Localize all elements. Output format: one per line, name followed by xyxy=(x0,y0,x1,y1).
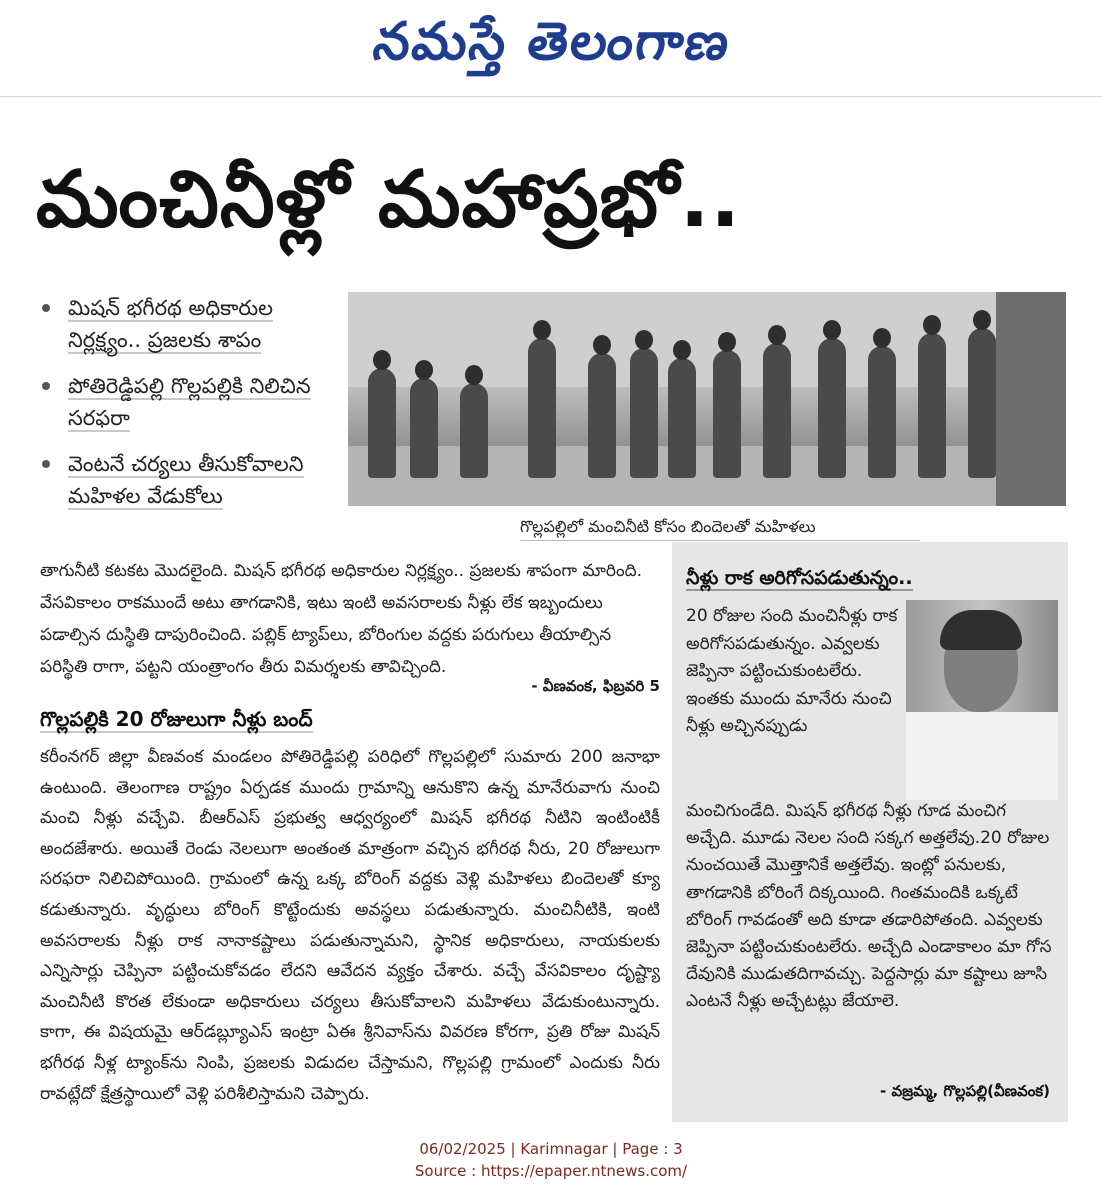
summary-bullets xyxy=(40,292,340,526)
photo-ground xyxy=(348,446,1066,506)
photo-woman xyxy=(763,343,791,478)
photo-woman xyxy=(368,368,396,478)
bullet-item xyxy=(40,292,340,356)
footer-source-link[interactable]: Source : https://epaper.ntnews.com/ xyxy=(414,1162,688,1180)
photo-tree xyxy=(996,292,1066,506)
news-photo xyxy=(348,292,1066,506)
headline: మంచినీళ్లో మహాప్రభో.. xyxy=(36,155,742,245)
bullet-dot-icon xyxy=(42,460,50,468)
bullet-text: వెంటనే చర్యలు తీసుకోవాలని మహిళల వేడుకోలు xyxy=(68,452,304,508)
sidebar-heading-text: నీళ్లు రాక అరిగోసపడుతున్నం.. xyxy=(686,567,913,589)
article-subheading xyxy=(40,702,660,736)
photo-woman xyxy=(410,378,438,478)
bullet-text: పోతిరెడ్డిపల్లి గొల్లపల్లికి నిలిచిన సరఫరా xyxy=(68,374,311,430)
sidebar-quote-part1: 20 రోజుల సంది మంచినీళ్లు రాక అరిగోసపడుతున్నం. ఎవ్వలకు జెప్పినా పట్టించుకుంటలేరు. ఇంతకు ముందు మానేరు నుంచి నీళ్లు అచ్చినప్పుడు xyxy=(686,606,898,736)
bullet-text: మిషన్ భగీరథ అధికారుల నిర్లక్ష్యం.. ప్రజలకు శాపం xyxy=(68,296,273,352)
photo-woman xyxy=(868,346,896,478)
masthead xyxy=(0,0,1102,97)
sidebar-credit: - వజ్రమ్మ, గొల్లపల్లి(వీణవంక) xyxy=(880,1082,1050,1100)
photo-woman xyxy=(713,350,741,478)
article-subheading-text: గొల్లపల్లికి 20 రోజులుగా నీళ్లు బంద్ xyxy=(40,707,313,731)
photo-woman xyxy=(460,383,488,478)
bullet-dot-icon xyxy=(42,304,50,312)
dateline: - వీణవంక, ఫిబ్రవరి 5 xyxy=(531,677,660,695)
photo-wall xyxy=(348,292,1066,387)
bullet-item xyxy=(40,370,340,434)
photo-caption: గొల్లపల్లిలో మంచినీటి కోసం బిందెలతో మహిళలు xyxy=(520,514,920,541)
page-footer xyxy=(0,1138,1102,1182)
photo-woman xyxy=(630,348,658,478)
sidebar-heading xyxy=(686,560,1056,596)
photo-woman xyxy=(528,338,556,478)
bullet-item xyxy=(40,448,340,512)
interviewee-portrait xyxy=(906,600,1058,800)
bullet-dot-icon xyxy=(42,382,50,390)
newspaper-logo: నమస్తే తెలంగాణ xyxy=(369,11,735,72)
photo-woman xyxy=(968,328,996,478)
photo-woman xyxy=(668,358,696,478)
photo-woman xyxy=(818,338,846,478)
footer-edition-info: 06/02/2025 | Karimnagar | Page : 3 xyxy=(419,1140,683,1158)
photo-woman xyxy=(588,353,616,478)
sidebar-quote-part2: మంచిగుండేది. మిషన్ భగీరథ నీళ్లు గూడ మంచిగ అచ్చేది. మూడు నెలల సంది సక్కగ అత్తలేవు.20 రోజుల నుంచయితే మొత్తానికే అత్తలేవు. ఇంట్లో పనులకు, తాగడానికి బోరింగే దిక్కయింది. గింతమందికి ఒక్కటే బోరింగ్ గావడంతో అది కూడా తడారిపోతంది. ఎవ్వలకు జెప్పినా పట్టించుకుంటలేరు. అచ్చేది ఎండాకాలం మా గోస దేవునికి ముడుతదిగావచ్చు. పెద్దసార్లు మా కష్టాలు జూసి ఎంటనే నీళ్లు అచ్చేటట్లు జేయాలె. xyxy=(686,801,1052,1012)
photo-woman xyxy=(918,333,946,478)
intro-paragraph: తాగునీటి కటకట మొదలైంది. మిషన్ భగీరథ అధికారుల నిర్లక్ష్యం.. ప్రజలకు శాపంగా మారింది. వేసవికాలం రాకముందే అటు తాగడానికి, ఇటు ఇంటి అవసరాలకు నీళ్లు లేక ఇబ్బందులు పడాల్సిన దుస్థితి దాపురించింది. పబ్లిక్ ట్యాప్‌లు, బోరింగుల వద్దకు పరుగులు తీయాల్సిన పరిస్థితి రాగా, పట్టని యంత్రాంగం తీరు విమర్శలకు తావిచ్చింది. xyxy=(40,561,642,677)
article-body: కరీంనగర్ జిల్లా వీణవంక మండలం పోతిరెడ్డిపల్లి పరిధిలో గొల్లపల్లిలో సుమారు 200 జనాభా ఉంటుంది. తెలంగాణ రాష్ట్రం ఏర్పడక ముందు గ్రామాన్ని ఆనుకొని ఉన్న మానేరువాగు నుంచి మంచి నీళ్లు వచ్చేవి. బీఆర్ఎస్ ప్రభుత్వ ఆధ్వర్యంలో మిషన్ భగీరథ నీటిని ఇంటింటికీ అందజేశారు. అయితే రెండు నెలలుగా అంతంత మాత్రంగా వచ్చిన భగీరథ నీరు, 20 రోజులుగా సరఫరా నిలిచిపోయింది. గ్రామంలో ఉన్న ఒక్క బోరింగ్ వద్దకు వెళ్లి మహిళలు బిందెలతో క్యూ కడుతున్నారు. వృద్ధులు బోరింగ్ కొట్టేందుకు అవస్థలు పడుతున్నారు. మంచినీటికి, ఇంటి అవసరాలకు నీళ్లు రాక నానాకష్టాలు పడుతున్నామని, స్థానిక అధికారులు, నాయకులకు ఎన్నిసార్లు చెప్పినా పట్టించుకోవడం లేదని ఆవేదన వ్యక్తం చేశారు. వచ్చే వేసవికాలం దృష్ట్యా మంచినీటి కొరత లేకుండా అధికారులు చర్యలు తీసుకోవాలని మహిళలు వేడుకుంటున్నారు. కాగా, ఈ విషయమై ఆర్‌డబ్ల్యూఎస్ ఇంట్రా ఏఈ శ్రీనివాస్‌ను వివరణ కోరగా, ప్రతి రోజు మిషన్ భగీరథ నీళ్ల ట్యాంక్‌ను నింపి, ప్రజలకు విడుదల చేస్తామని, గొల్లపల్లి గ్రామంలో ఎందుకు నీరు రావట్లేదో క్షేత్రస్థాయిలో వెళ్లి పరిశీలిస్తామని చెప్పారు. xyxy=(40,747,660,1104)
